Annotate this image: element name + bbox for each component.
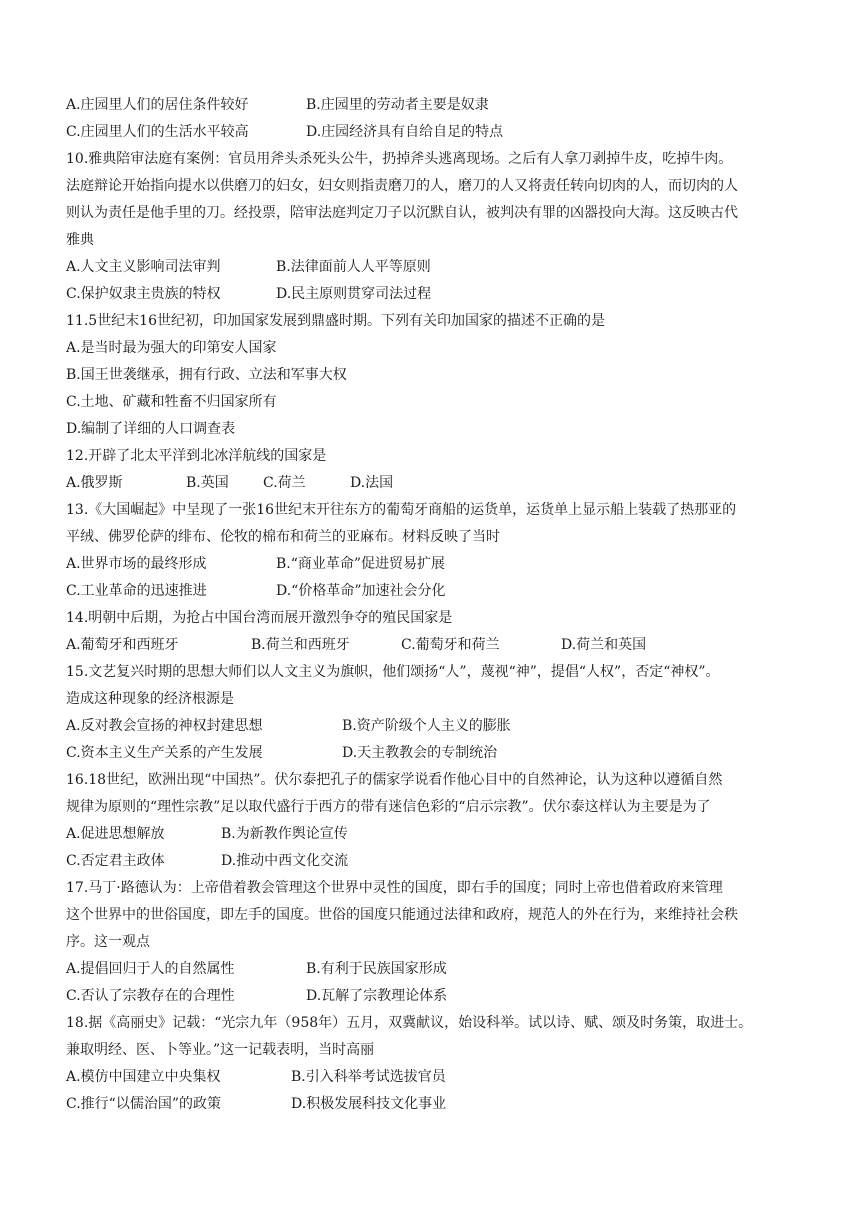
q16-option-c[interactable]: C.否定君主政体 bbox=[66, 853, 165, 869]
q11-option-c[interactable]: C.土地、矿藏和牲畜不归国家所有 bbox=[66, 394, 277, 410]
q10-option-a[interactable]: A.人文主义影响司法审判 bbox=[66, 259, 221, 275]
q16-option-a[interactable]: A.促进思想解放 bbox=[66, 826, 165, 842]
q15-option-d[interactable]: D.天主教教会的专制统治 bbox=[342, 745, 498, 761]
q15-stem-line-1: 15.文艺复兴时期的思想大师们以人文主义为旗帜，他们颂扬“人”，蔑视“神”，提倡“人权”，否定“神权”。 bbox=[66, 664, 720, 680]
q11-option-a[interactable]: A.是当时最为强大的印第安人国家 bbox=[66, 340, 277, 356]
q17-option-a[interactable]: A.提倡回归于人的自然属性 bbox=[66, 961, 235, 977]
q17-stem-line-1: 17.马丁·路德认为：上帝借着教会管理这个世界中灵性的国度，即右手的国度；同时上帝也借着政府来管理 bbox=[66, 880, 723, 896]
exam-page bbox=[66, 92, 800, 1118]
q18-option-c[interactable]: C.推行“以儒治国”的政策 bbox=[66, 1096, 221, 1112]
q15-option-b[interactable]: B.资产阶级个人主义的膨胀 bbox=[342, 718, 511, 734]
q11-option-d[interactable]: D.编制了详细的人口调查表 bbox=[66, 421, 236, 437]
q17-options-row-1 bbox=[66, 956, 800, 983]
q17-stem-line-3: 序。这一观点 bbox=[66, 934, 150, 950]
q17-option-b[interactable]: B.有利于民族国家形成 bbox=[306, 961, 447, 977]
q10-option-c[interactable]: C.保护奴隶主贵族的特权 bbox=[66, 286, 221, 302]
q9-option-a[interactable]: A.庄园里人们的居住条件较好 bbox=[66, 97, 249, 113]
q12-option-d[interactable]: D.法国 bbox=[350, 475, 394, 491]
q12-options-row bbox=[66, 470, 800, 497]
q16-option-b[interactable]: B.为新教作舆论宣传 bbox=[221, 826, 348, 842]
q13-option-a[interactable]: A.世界市场的最终形成 bbox=[66, 556, 207, 572]
q18-option-a[interactable]: A.模仿中国建立中央集权 bbox=[66, 1069, 221, 1085]
q14-stem: 14.明朝中后期，为抢占中国台湾而展开激烈争夺的殖民国家是 bbox=[66, 610, 453, 626]
q13-option-d[interactable]: D.“价格革命”加速社会分化 bbox=[276, 583, 446, 599]
q17-stem-line-2: 这个世界中的世俗国度，即左手的国度。世俗的国度只能通过法律和政府，规范人的外在行为，来维持社会秩 bbox=[66, 907, 738, 923]
q12-option-b[interactable]: B.英国 bbox=[186, 475, 229, 491]
q15-options-row-2 bbox=[66, 740, 800, 767]
q10-options-row-1 bbox=[66, 254, 800, 281]
q9-option-d[interactable]: D.庄园经济具有自给自足的特点 bbox=[306, 124, 504, 140]
q10-stem-line-2: 法庭辩论开始指向提水以供磨刀的妇女，妇女则指责磨刀的人，磨刀的人又将责任转向切肉的人，而切肉的人 bbox=[66, 178, 738, 194]
q14-option-c[interactable]: C.葡萄牙和荷兰 bbox=[401, 637, 500, 653]
q11-stem: 11.5世纪末16世纪初，印加国家发展到鼎盛时期。下列有关印加国家的描述不正确的是 bbox=[66, 313, 605, 329]
q14-option-d[interactable]: D.荷兰和英国 bbox=[561, 637, 647, 653]
q10-option-b[interactable]: B.法律面前人人平等原则 bbox=[276, 259, 431, 275]
q18-option-d[interactable]: D.积极发展科技文化事业 bbox=[291, 1096, 447, 1112]
q15-option-a[interactable]: A.反对教会宣扬的神权封建思想 bbox=[66, 718, 263, 734]
q15-options-row-1 bbox=[66, 713, 800, 740]
q16-stem-line-1: 16.18世纪，欧洲出现“中国热”。伏尔泰把孔子的儒家学说看作他心目中的自然神论，认为这种以遵循自然 bbox=[66, 772, 723, 788]
q10-stem-line-1: 10.雅典陪审法庭有案例：官员用斧头杀死头公牛，扔掉斧头逃离现场。之后有人拿刀剥掉牛皮，吃掉牛肉。 bbox=[66, 151, 733, 167]
q13-option-b[interactable]: B.“商业革命”促进贸易扩展 bbox=[276, 556, 446, 572]
q16-option-d[interactable]: D.推动中西文化交流 bbox=[221, 853, 349, 869]
q9-option-c[interactable]: C.庄园里人们的生活水平较高 bbox=[66, 124, 249, 140]
q16-options-row-1 bbox=[66, 821, 800, 848]
q17-options-row-2 bbox=[66, 983, 800, 1010]
q18-options-row-2 bbox=[66, 1091, 800, 1118]
q13-stem-line-2: 平绒、佛罗伦萨的绯布、伦牧的棉布和荷兰的亚麻布。材料反映了当时 bbox=[66, 529, 500, 545]
q10-stem-line-3: 则认为责任是他手里的刀。经投票，陪审法庭判定刀子以沉默自认，被判决有罪的凶器投向大海。这反映古代 bbox=[66, 205, 738, 221]
q15-option-c[interactable]: C.资本主义生产关系的产生发展 bbox=[66, 745, 263, 761]
q9-option-b[interactable]: B.庄园里的劳动者主要是奴隶 bbox=[306, 97, 489, 113]
q10-stem-line-4: 雅典 bbox=[66, 232, 94, 248]
q17-option-d[interactable]: D.瓦解了宗教理论体系 bbox=[306, 988, 448, 1004]
q11-option-b[interactable]: B.国王世袭继承，拥有行政、立法和军事大权 bbox=[66, 367, 347, 383]
q12-stem: 12.开辟了北太平洋到北冰洋航线的国家是 bbox=[66, 448, 327, 464]
q17-option-c[interactable]: C.否认了宗教存在的合理性 bbox=[66, 988, 235, 1004]
q15-stem-line-2: 造成这种现象的经济根源是 bbox=[66, 691, 234, 707]
q13-options-row-2 bbox=[66, 578, 800, 605]
q18-option-b[interactable]: B.引入科举考试选拔官员 bbox=[291, 1069, 446, 1085]
q10-options-row-2 bbox=[66, 281, 800, 308]
q14-options-row bbox=[66, 632, 800, 659]
q14-option-b[interactable]: B.荷兰和西班牙 bbox=[251, 637, 350, 653]
q12-option-c[interactable]: C.荷兰 bbox=[263, 475, 306, 491]
q14-option-a[interactable]: A.葡萄牙和西班牙 bbox=[66, 637, 179, 653]
q9-options-row-2 bbox=[66, 119, 800, 146]
q18-stem-line-2: 兼取明经、医、卜等业。”这一记载表明，当时高丽 bbox=[66, 1042, 375, 1058]
q13-stem-line-1: 13.《大国崛起》中呈现了一张16世纪末开往东方的葡萄牙商船的运货单，运货单上显示船上装载了热那亚的 bbox=[66, 502, 737, 518]
q10-option-d[interactable]: D.民主原则贯穿司法过程 bbox=[276, 286, 432, 302]
q18-stem-line-1: 18.据《高丽史》记载：“光宗九年（958年）五月，双冀献议，始设科举。试以诗、赋、颂及时务策，取进士。 bbox=[66, 1015, 753, 1031]
q18-options-row-1 bbox=[66, 1064, 800, 1091]
q16-options-row-2 bbox=[66, 848, 800, 875]
q13-options-row-1 bbox=[66, 551, 800, 578]
q9-options-row-1 bbox=[66, 92, 800, 119]
q16-stem-line-2: 规律为原则的“理性宗教”足以取代盛行于西方的带有迷信色彩的“启示宗教”。伏尔泰这样认为主要是为了 bbox=[66, 799, 711, 815]
q12-option-a[interactable]: A.俄罗斯 bbox=[66, 475, 123, 491]
q13-option-c[interactable]: C.工业革命的迅速推进 bbox=[66, 583, 207, 599]
